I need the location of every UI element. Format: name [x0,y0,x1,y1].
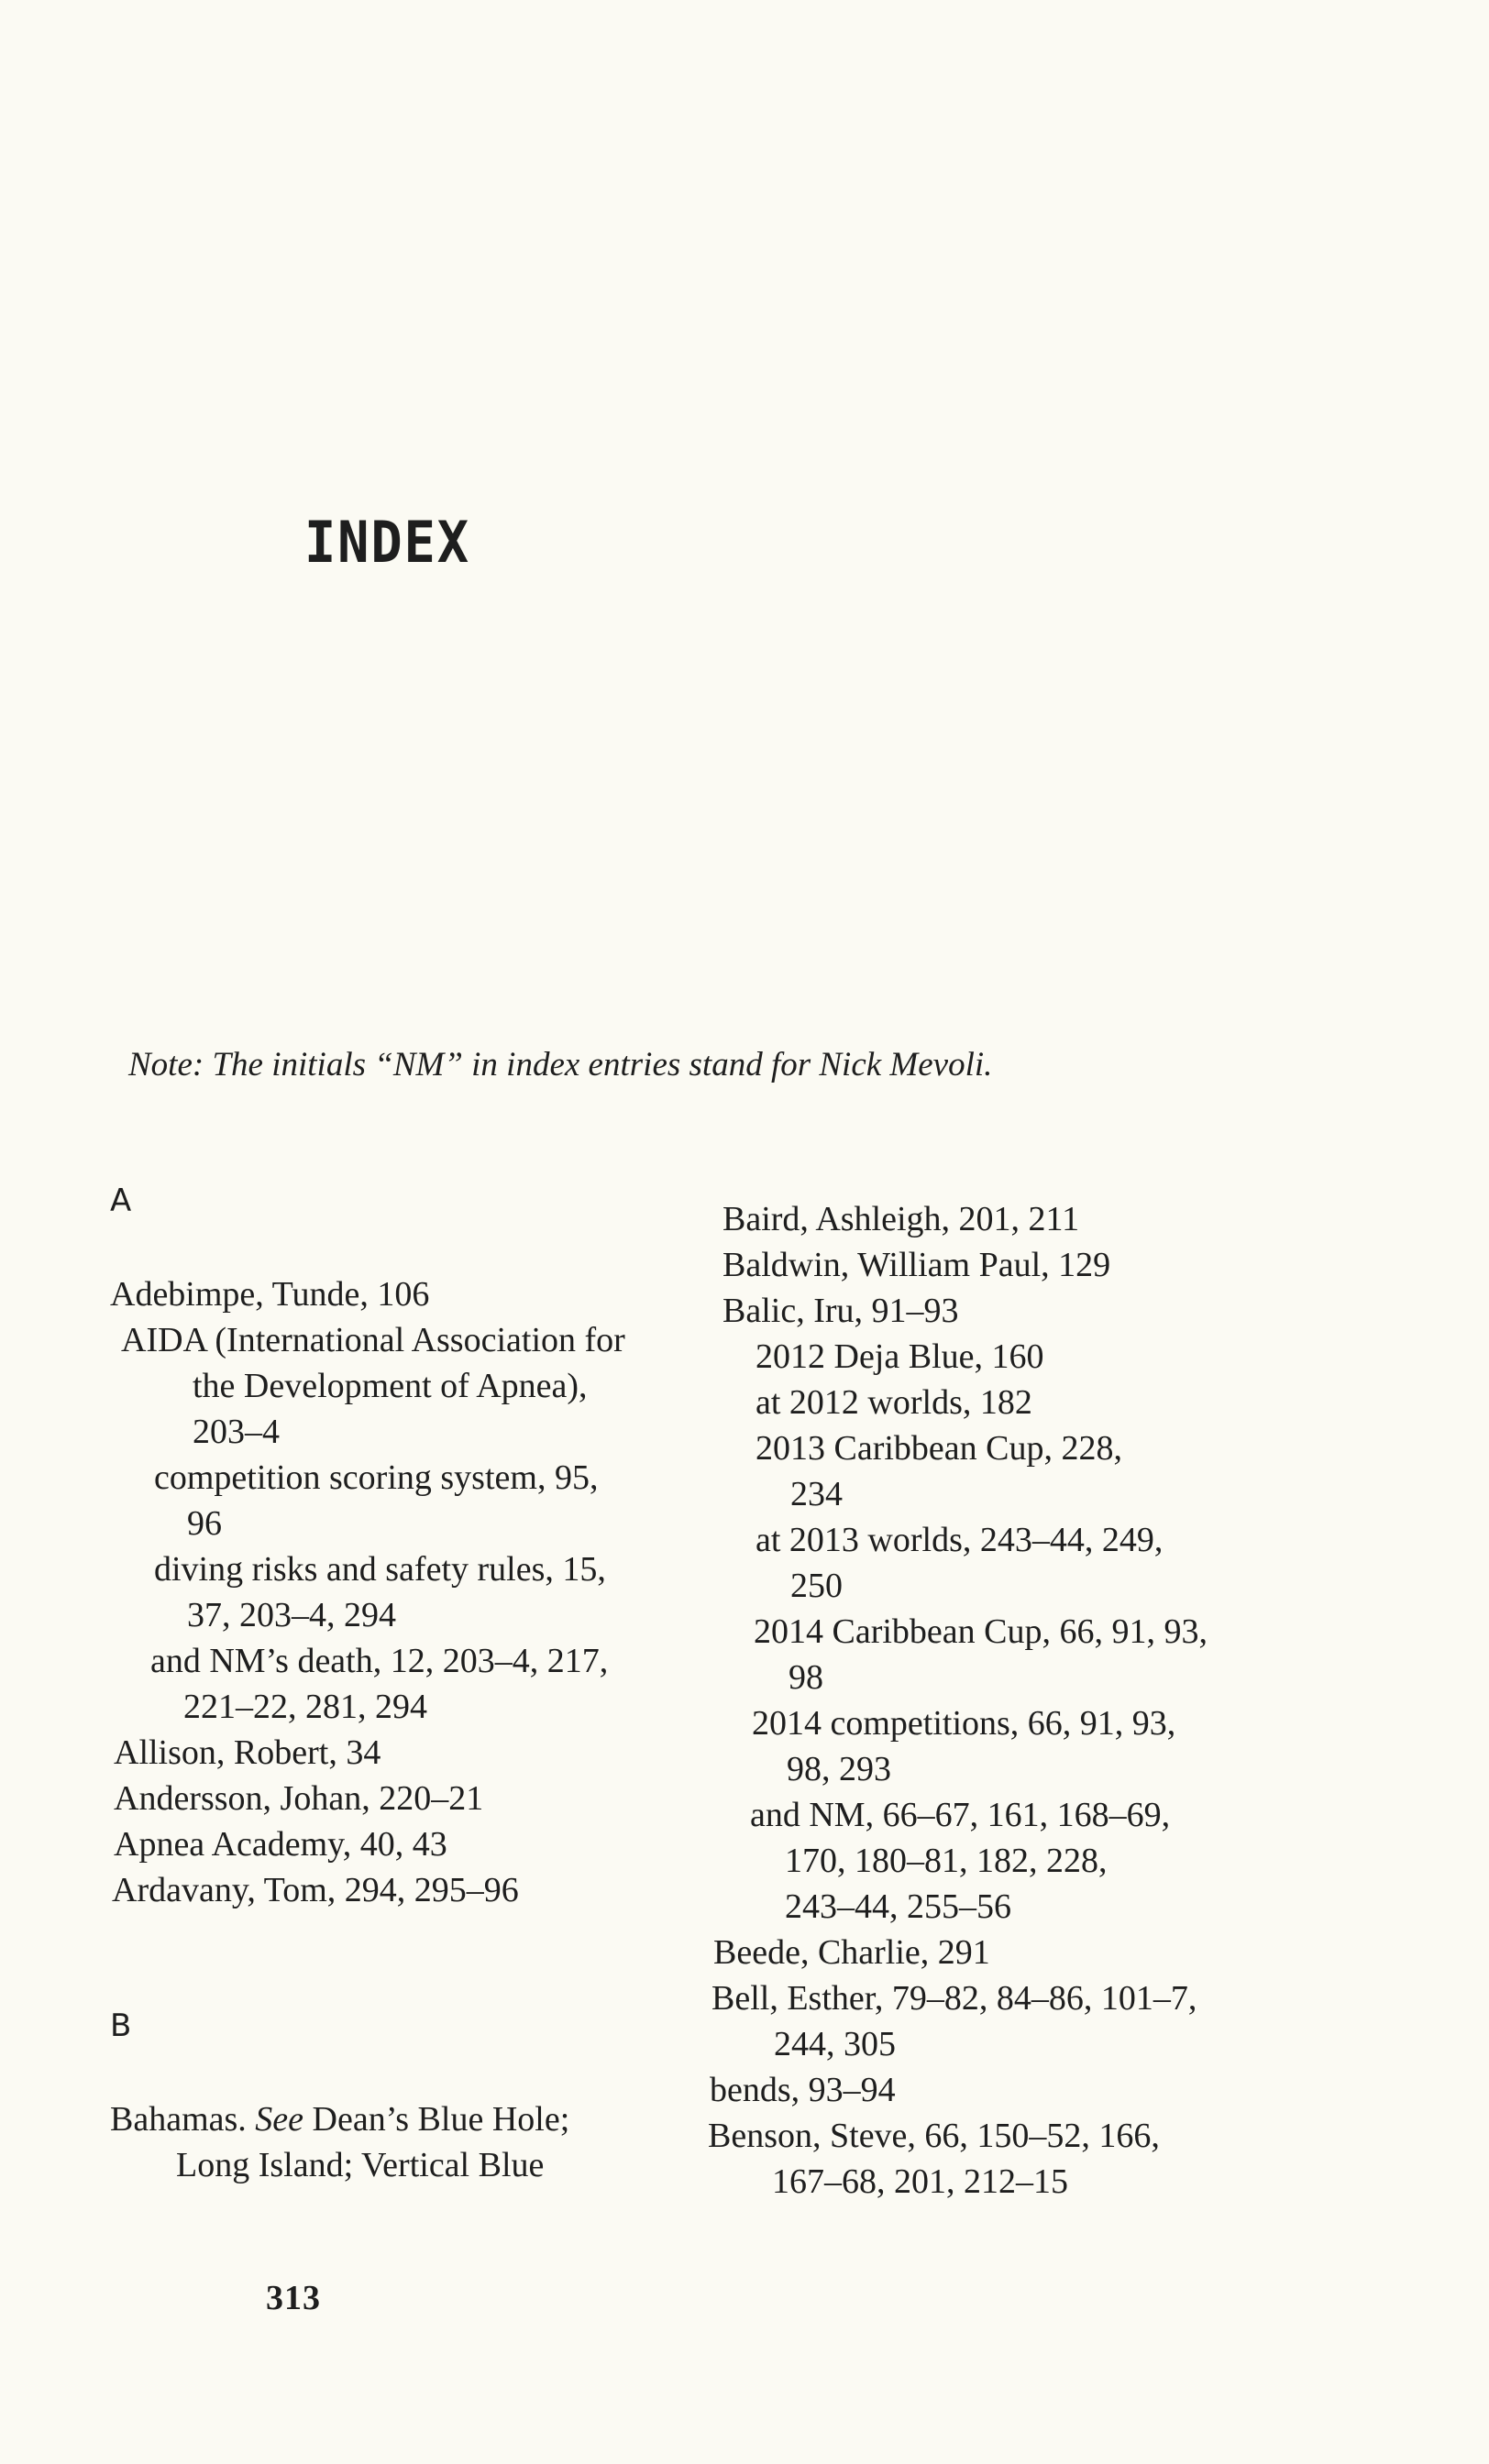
index-entry: Allison, Robert, 34 [114,1733,381,1772]
index-note: Note: The initials “NM” in index entries stand for Nick Mevoli. [128,1046,993,1084]
section-letter-a: A [110,1182,132,1219]
page-number: 313 [266,2279,321,2317]
page-title: INDEX [304,509,470,576]
index-entry: Adebimpe, Tunde, 106 [110,1275,430,1314]
section-a-entries [110,1271,697,1913]
index-entry: Balic, Iru, 91–93 [722,1292,959,1330]
index-entry: 2014 Caribbean Cup, 66, 91, 93, [754,1612,1208,1651]
index-entry: Andersson, Johan, 220–21 [114,1779,484,1818]
index-entry: 98 [789,1658,823,1697]
index-entry: 170, 180–81, 182, 228, [785,1842,1108,1880]
index-entry: 221–22, 281, 294 [183,1688,427,1726]
index-entry: diving risks and safety rules, 15, [154,1550,606,1589]
index-entry: 2014 competitions, 66, 91, 93, [752,1704,1176,1743]
index-entry: Beede, Charlie, 291 [713,1933,990,1972]
right-column [706,1196,1311,2205]
index-entry: and NM’s death, 12, 203–4, 217, [150,1642,609,1680]
index-entry: 2012 Deja Blue, 160 [756,1337,1044,1376]
section-b-entries [110,2096,697,2188]
index-entry: 98, 293 [787,1750,891,1788]
index-entry: 203–4 [193,1413,280,1451]
section-letter-b: B [110,2008,132,2044]
index-entry: 250 [790,1567,843,1605]
index-entry: Long Island; Vertical Blue [176,2146,545,2184]
index-entry: Baldwin, William Paul, 129 [722,1246,1111,1284]
index-entry: the Development of Apnea), [193,1367,588,1405]
index-entry: at 2013 worlds, 243–44, 249, [756,1521,1164,1559]
index-entry: at 2012 worlds, 182 [756,1383,1032,1422]
index-entry: AIDA (International Association for [121,1321,625,1359]
index-entry: 2013 Caribbean Cup, 228, [756,1429,1123,1468]
index-entry: and NM, 66–67, 161, 168–69, [750,1796,1171,1834]
index-entry: 167–68, 201, 212–15 [772,2162,1068,2201]
index-entry: Baird, Ashleigh, 201, 211 [722,1200,1080,1238]
index-entry: 243–44, 255–56 [785,1887,1011,1926]
index-entry: 37, 203–4, 294 [187,1596,396,1634]
index-entry: 96 [187,1504,222,1543]
left-column [110,1178,697,2188]
index-entry: competition scoring system, 95, [154,1458,599,1497]
index-entry: bends, 93–94 [710,2071,896,2109]
see-reference: See [255,2100,304,2139]
index-entry: 244, 305 [774,2025,896,2063]
index-entry: Ardavany, Tom, 294, 295–96 [112,1871,519,1909]
index-entry: Apnea Academy, 40, 43 [114,1825,447,1864]
right-column-entries [706,1196,1311,2205]
index-entry: Bahamas. See Dean’s Blue Hole; [110,2100,570,2139]
index-entry: Benson, Steve, 66, 150–52, 166, [708,2117,1160,2155]
index-entry: Bell, Esther, 79–82, 84–86, 101–7, [711,1979,1197,2018]
index-entry: 234 [790,1475,843,1513]
